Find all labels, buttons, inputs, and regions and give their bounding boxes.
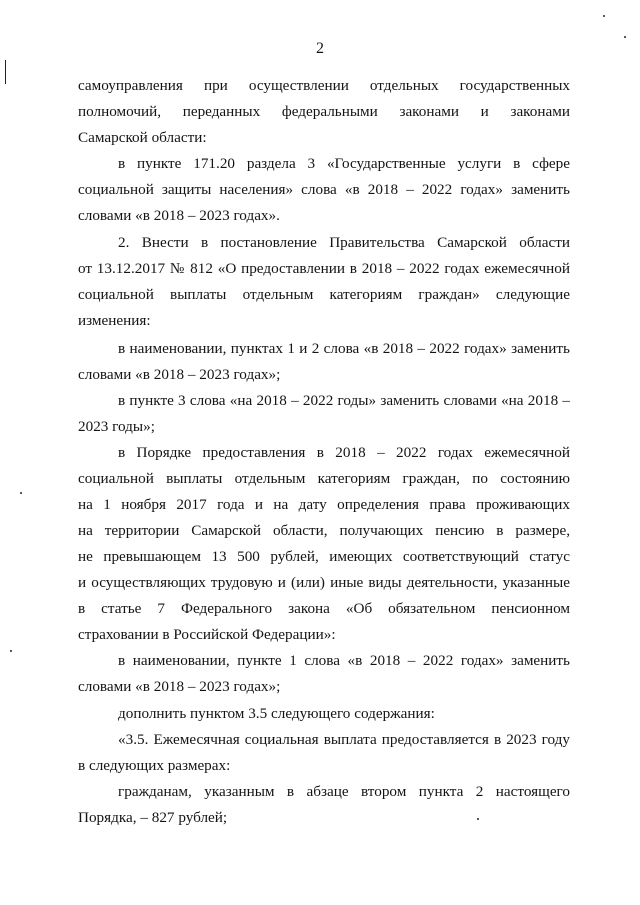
text-line: гражданам, указанным в абзаце втором пункта 2 настоящего [118, 783, 570, 800]
text-line: 2023 годы»; [78, 418, 155, 435]
text-line: в статье 7 Федерального закона «Об обязательном пенсионном [78, 600, 570, 617]
scan-speck [603, 15, 605, 17]
text-line: не превышающем 13 500 рублей, имеющих соответствующий статус [78, 548, 570, 565]
text-line: Самарской области: [78, 129, 207, 146]
text-line: в пункте 171.20 раздела 3 «Государственные услуги в сфере [118, 155, 570, 172]
text-line: изменения: [78, 312, 151, 329]
text-line: словами «в 2018 – 2023 годах»; [78, 678, 281, 695]
scan-speck [5, 60, 6, 84]
text-line: словами «в 2018 – 2023 годах». [78, 207, 280, 224]
text-line: дополнить пунктом 3.5 следующего содержания: [118, 705, 435, 722]
text-line: «3.5. Ежемесячная социальная выплата предоставляется в 2023 году [118, 731, 570, 748]
text-line: самоуправления при осуществлении отдельных государственных [78, 77, 570, 94]
scan-speck [624, 36, 626, 38]
text-line: 2. Внести в постановление Правительства Самарской области [118, 234, 570, 251]
scan-speck [20, 492, 22, 494]
text-line: полномочий, переданных федеральными законами и законами [78, 103, 570, 120]
text-line: социальной выплаты отдельным категориям граждан, по состоянию [78, 470, 570, 487]
text-line: в наименовании, пункте 1 слова «в 2018 – 2022 годах» заменить [118, 652, 570, 669]
text-line: на территории Самарской области, получающих пенсию в размере, [78, 522, 570, 539]
text-line: от 13.12.2017 № 812 «О предоставлении в 2018 – 2022 годах ежемесячной [78, 260, 570, 277]
text-line: в пункте 3 слова «на 2018 – 2022 годы» заменить словами «на 2018 – [118, 392, 570, 409]
text-line: в наименовании, пунктах 1 и 2 слова «в 2018 – 2022 годах» заменить [118, 340, 570, 357]
text-line: Порядка, – 827 рублей; [78, 809, 228, 826]
text-line: страховании в Российской Федерации»: [78, 626, 336, 643]
text-line: на 1 ноября 2017 года и на дату определения права проживающих [78, 496, 570, 513]
page-number: 2 [316, 40, 324, 57]
text-line: социальной защиты населения» слова «в 2018 – 2022 годах» заменить [78, 181, 570, 198]
text-line: словами «в 2018 – 2023 годах»; [78, 366, 281, 383]
scan-speck [10, 650, 12, 652]
text-line: и осуществляющих трудовую и (или) иные виды деятельности, указанные [78, 574, 570, 591]
scan-speck [477, 818, 479, 820]
text-line: в Порядке предоставления в 2018 – 2022 годах ежемесячной [118, 444, 570, 461]
text-line: в следующих размерах: [78, 757, 231, 774]
text-line: социальной выплаты отдельным категориям граждан» следующие [78, 286, 570, 303]
